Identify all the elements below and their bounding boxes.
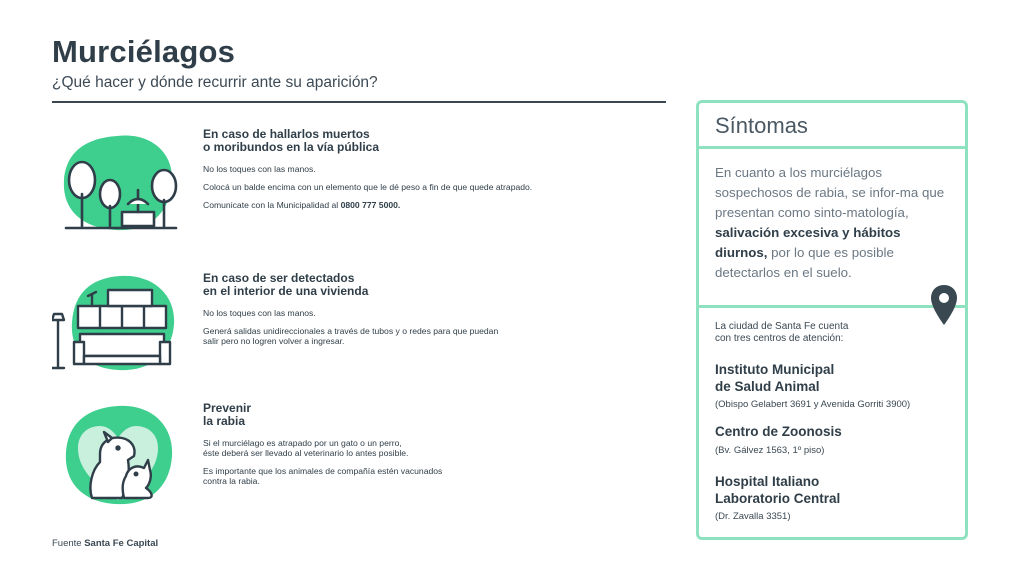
pets-heart-icon xyxy=(52,402,182,512)
instruction-1: Si el murciélago es atrapado por un gato o un perro, éste deberá ser llevado al veterinario lo antes posible. xyxy=(203,438,409,458)
title-divider xyxy=(52,101,666,103)
phone-number: 0800 777 5000. xyxy=(340,200,401,210)
instruction-1: No los toques con las manos. xyxy=(203,308,316,318)
section-text xyxy=(203,272,643,354)
section-text xyxy=(203,402,643,494)
symptoms-card xyxy=(696,100,968,540)
center-address: (Obispo Gelabert 3691 y Avenida Gorriti 3900) xyxy=(715,399,911,410)
page-title: Murciélagos xyxy=(52,34,236,69)
symptoms-title: Síntomas xyxy=(715,113,808,138)
center-address: (Dr. Zavalla 3351) xyxy=(715,511,791,522)
centers-intro: La ciudad de Santa Fe cuenta con tres centros de atención: xyxy=(715,321,849,344)
symptoms-description: En cuanto a los murciélagos sospechosos de rabia, se infor-ma que presentan como sinto-matología, salivación excesiva y hábitos diurnos, por lo que es posible detectarlos en el suelo. xyxy=(715,165,945,280)
center-name: Centro de Zoonosis xyxy=(715,424,842,439)
instruction-2: Colocá un balde encima con un elemento que le dé peso a fin de que quede atrapado. xyxy=(203,182,533,192)
section-heading: En caso de ser detectados en el interior de una vivienda xyxy=(203,271,369,298)
park-trees-icon xyxy=(52,128,182,238)
source-credit: Fuente Santa Fe Capital xyxy=(52,538,159,549)
page-subtitle: ¿Qué hacer y dónde recurrir ante su aparición? xyxy=(52,74,378,91)
center-name: Instituto Municipal de Salud Animal xyxy=(715,362,835,394)
section-dead-bats xyxy=(52,128,672,238)
section-prevent-rabies xyxy=(52,402,672,512)
symptoms-header xyxy=(699,103,965,149)
living-room-icon xyxy=(52,272,182,382)
instruction-3: Comunicate con la Municipalidad al 0800 777 5000. xyxy=(203,200,401,210)
section-heading: En caso de hallarlos muertos o moribundos en la vía pública xyxy=(203,127,380,154)
instruction-2: Es importante que los animales de compañía estén vacunados contra la rabia. xyxy=(203,466,443,486)
section-inside-home xyxy=(52,272,672,382)
instruction-1: No los toques con las manos. xyxy=(203,164,316,174)
card-divider xyxy=(699,305,965,308)
section-heading: Prevenir la rabia xyxy=(203,401,252,428)
center-name: Hospital Italiano Laboratorio Central xyxy=(715,474,841,506)
section-text xyxy=(203,128,643,218)
center-address: (Bv. Gálvez 1563, 1º piso) xyxy=(715,445,825,456)
instruction-2: Generá salidas unidireccionales a través de tubos y o redes para que puedan salir pero no logren volver a ingresar. xyxy=(203,326,499,346)
